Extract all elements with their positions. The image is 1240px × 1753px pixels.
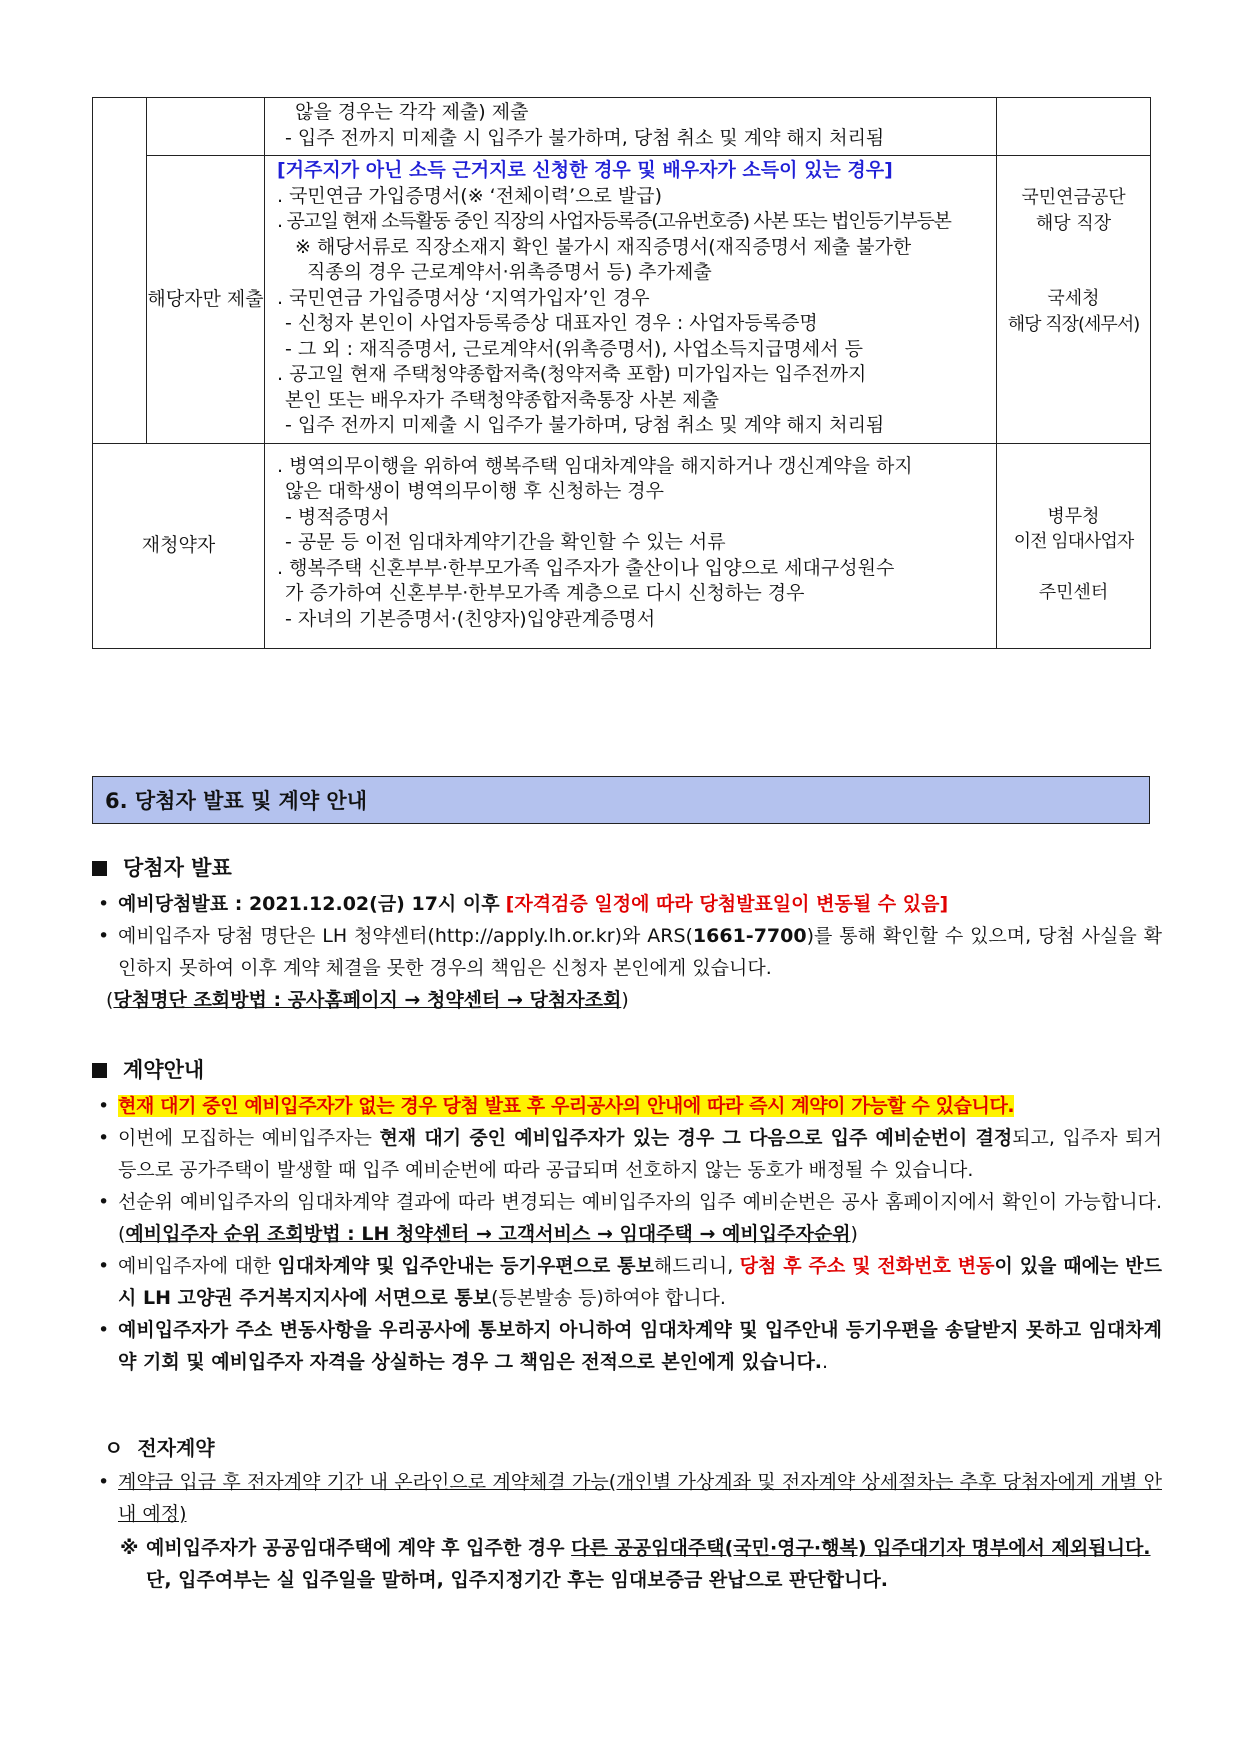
- issuer-label: 이전 임대사업자: [1013, 531, 1134, 552]
- table-cell-empty: [147, 98, 265, 156]
- bullet-item: [92, 1314, 1162, 1378]
- red-text: 당첨 후 주소 및 전화번호 변동: [739, 1255, 995, 1277]
- text-span: (등본발송 등)하여야 합니다.: [491, 1287, 726, 1309]
- issuer-label: 주민센터: [1038, 581, 1109, 603]
- text-line: - 신청자 본인이 사업자등록증상 대표자인 경우 : 사업자등록증명: [285, 312, 818, 334]
- table-row: [93, 443, 1151, 649]
- text-line: 가 증가하여 신혼부부·한부모가족 계층으로 다시 신청하는 경우: [285, 582, 805, 604]
- text-line: ※ 해당서류로 직장소재지 확인 불가시 재직증명서(재직증명서 제출 불가한: [295, 235, 912, 258]
- highlight-text: 현재 대기 중인 예비입주자가 없는 경우 당첨 발표 후 우리공사의 안내에 따라 즉시 계약이 가능할 수 있습니다.: [118, 1095, 1015, 1117]
- issuer-label: 국세청: [1047, 288, 1100, 309]
- text-line: . 공고일 현재 주택청약종합저축(청약저축 포함) 미가입자는 입주전까지: [277, 363, 867, 385]
- text-span: (: [106, 989, 114, 1011]
- bold-text: 이 있을 때에는 반드시 LH 고양권 주거복지지사에 서면으로 통보: [118, 1255, 1162, 1309]
- text-line: . 국민연금 가입증명서상 ‘지역가입자’인 경우: [277, 286, 650, 309]
- announce-warning: [자격검증 일정에 따라 당첨발표일이 변동될 수 있음]: [505, 893, 949, 915]
- subheading: [92, 1432, 1162, 1464]
- text-line: - 그 외 : 재직증명서, 근로계약서(위촉증명서), 사업소득지급명세서 등: [285, 337, 863, 360]
- category-label: 재청약자: [141, 534, 216, 556]
- table-cell-source: [997, 156, 1151, 444]
- text-span: ): [621, 989, 629, 1011]
- text-line: . 병역의무이행을 위하여 행복주택 임대차계약을 해지하거나 갱신계약을 하지: [277, 454, 913, 477]
- bold-text: 예비입주자가 주소 변동사항을 우리공사에 통보하지 아니하여 임대차계약 및 입주안내 등기우편을 송달받지 못하고 임대차계약 기회 및 예비입주자 자격을 상실하는 경우 그 책임은 전적으로 본인에게 있습니다.: [118, 1319, 1162, 1373]
- text-line: . 공고일 현재 소득활동 중인 직장의 사업자등록증(고유번호증) 사본 또는 법인등기부등본: [277, 210, 951, 232]
- table-cell-category: [93, 443, 265, 649]
- announcement-block: [92, 852, 1162, 1016]
- ars-number: 1661-7700: [692, 925, 807, 947]
- subheading-text: 당첨자 발표: [123, 856, 232, 880]
- table-row: [93, 156, 1151, 444]
- text-span: .: [822, 1351, 829, 1373]
- lookup-path: [92, 984, 1162, 1016]
- subheading: [92, 852, 1162, 884]
- bullet-item: [92, 920, 1162, 984]
- issuer-label: 병무청: [1047, 505, 1100, 527]
- category-label: 해당자만 제출: [147, 287, 264, 310]
- text-span: 예비입주자가 공공임대주택에 계약 후 입주한 경우: [146, 1537, 572, 1559]
- table-cell-empty: [997, 98, 1151, 156]
- underlined-text: 계약금 입금 후 전자계약 기간 내 온라인으로 계약체결 가능(개인별 가상계좌 및 전자계약 상세절차는 추후 당첨자에게 개별 안내 예정): [118, 1471, 1162, 1525]
- required-documents-table: [92, 97, 1151, 649]
- table-cell-category: [147, 156, 265, 444]
- table-cell-body: [265, 98, 997, 156]
- square-bullet-icon: [92, 1063, 107, 1078]
- text-span: 단, 입주여부는 실 입주일을 말하며, 입주지정기간 후는 임대보증금 완납으로 판단합니다.: [146, 1569, 888, 1591]
- bullet-item: [92, 1466, 1162, 1530]
- text-span: 예비입주자에 대한: [118, 1255, 278, 1277]
- table-row: [93, 98, 1151, 156]
- text-span: )를 통해 확인할 수 있으며, 당첨 사실을 확인하지 못하여 이후 계약 체결을 못한 경우의 책임은 신청자 본인에게 있습니다.: [118, 925, 1162, 979]
- bold-text: 현재 대기 중인 예비입주자가 있는 경우 그 다음으로 입주 예비순번이 결정: [379, 1127, 1013, 1149]
- bullet-item: [92, 1090, 1162, 1122]
- note-item: [92, 1532, 1162, 1596]
- subheading-text: 전자계약: [137, 1436, 215, 1460]
- text-span: ): [850, 1223, 858, 1245]
- subheading-text: 계약안내: [123, 1058, 205, 1082]
- text-line: - 입주 전까지 미제출 시 입주가 불가하며, 당첨 취소 및 계약 해지 처리됨: [285, 414, 885, 436]
- circle-marker: ㅇ: [104, 1436, 124, 1460]
- text-line: 본인 또는 배우자가 주택청약종합저축통장 사본 제출: [285, 388, 719, 411]
- text-line: . 국민연금 가입증명서(※ ‘전체이력’으로 발급): [277, 184, 663, 207]
- text-span: 이번에 모집하는 예비입주자는: [118, 1127, 380, 1149]
- text-span: 해드리니,: [653, 1255, 740, 1277]
- table-cell-body: [265, 156, 997, 444]
- table-cell-body: [265, 443, 997, 649]
- bullet-item: [92, 1186, 1162, 1250]
- text-span: 예비입주자 당첨 명단은 LH 청약센터(http://apply.lh.or.kr)와 ARS(: [118, 925, 693, 947]
- subheading: [92, 1054, 1162, 1086]
- square-bullet-icon: [92, 861, 107, 876]
- text-span: 선순위 예비입주자의 임대차계약 결과에 따라 변경되는 예비입주자의 입주 예비순번은 공사 홈페이지에서 확인이 가능합니다. (: [118, 1191, 1162, 1245]
- text-line: - 공문 등 이전 임대차계약기간을 확인할 수 있는 서류: [285, 531, 726, 553]
- text-line: . 행복주택 신혼부부·한부모가족 입주자가 출산이나 입양으로 세대구성원수: [277, 556, 895, 579]
- section-title: [92, 776, 1150, 824]
- text-line: - 자녀의 기본증명서·(친양자)입양관계증명서: [285, 607, 656, 630]
- section-title-text: 6. 당첨자 발표 및 계약 안내: [105, 789, 368, 813]
- text-line: 직종의 경우 근로계약서·위촉증명서 등) 추가제출: [307, 261, 712, 283]
- text-line: - 입주 전까지 미제출 시 입주가 불가하며, 당첨 취소 및 계약 해지 처리됨: [285, 126, 885, 149]
- bold-text: 임대차계약 및 입주안내는 등기우편으로 통보: [277, 1255, 654, 1277]
- bullet-item: [92, 1250, 1162, 1314]
- announce-date: 예비당첨발표 : 2021.12.02(금) 17시 이후: [118, 893, 500, 915]
- underlined-text: 다른 공공임대주택(국민·영구·행복) 입주대기자 명부에서 제외됩니다.: [571, 1537, 1151, 1559]
- econtract-block: [92, 1432, 1162, 1596]
- text-line: 않은 대학생이 병역의무이행 후 신청하는 경우: [285, 480, 664, 502]
- lookup-path-text: 당첨명단 조회방법 : 공사홈페이지 → 청약센터 → 당첨자조회: [113, 989, 622, 1011]
- table-cell-source: [997, 443, 1151, 649]
- text-line: 않을 경우는 각각 제출) 제출: [295, 101, 529, 123]
- issuer-label: 국민연금공단: [1021, 187, 1126, 208]
- text-span: 되고, 입주자 퇴거 등으로 공가주택이 발생할 때 입주 예비순번에 따라 공급되며 선호하지 않는 동호가 배정될 수 있습니다.: [118, 1127, 1162, 1181]
- contract-block: [92, 1054, 1162, 1378]
- bullet-item: [92, 888, 1162, 920]
- issuer-label: 해당 직장: [1035, 212, 1112, 234]
- table-cell-empty: [93, 98, 147, 444]
- issuer-label: 해당 직장(세무서): [1007, 313, 1140, 335]
- bullet-item: [92, 1122, 1162, 1186]
- lookup-path-text: 예비입주자 순위 조회방법 : LH 청약센터 → 고객서비스 → 임대주택 → 예비입주자순위: [125, 1223, 851, 1245]
- note-mark: ※: [120, 1537, 139, 1559]
- section-heading-blue: [거주지가 아닌 소득 근거지로 신청한 경우 및 배우자가 소득이 있는 경우]: [277, 159, 893, 181]
- text-line: - 병적증명서: [285, 505, 390, 528]
